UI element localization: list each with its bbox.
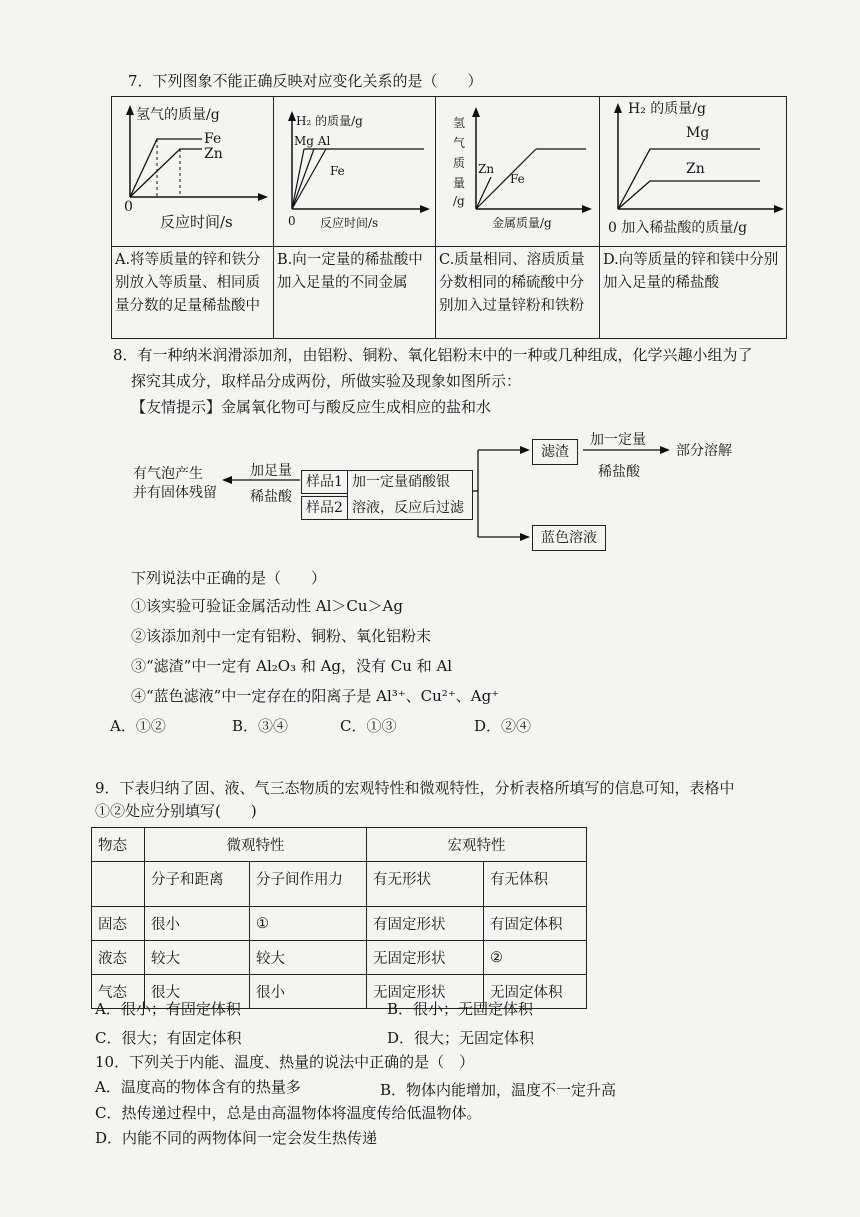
q9-cell: 较大 (145, 941, 250, 975)
flow-residue-result: 部分溶解 (676, 443, 732, 459)
graph-c-ylabel-5: /g (453, 194, 465, 208)
q9-sub-volume: 有无体积 (484, 862, 587, 907)
q9-header-state: 物态 (92, 828, 145, 862)
q8-tip: 【友情提示】金属氧化物可与酸反应生成相应的盐和水 (131, 398, 492, 416)
q8-ask: 下列说法中正确的是（ ） (131, 569, 327, 587)
q8-statement-2: ②该添加剂中一定有铝粉、铜粉、氧化铝粉末 (131, 627, 432, 645)
graph-d-xlabel: 0 加入稀盐酸的质量/g (608, 220, 748, 236)
q9-cell: ② (484, 941, 587, 975)
graph-c-ylabel-1: 氢 (453, 116, 466, 130)
q10-choice-b[interactable]: B．物体内能增加，温度不一定升高 (380, 1081, 617, 1099)
q9-sub-shape: 有无形状 (367, 862, 484, 907)
q8-choice-b[interactable]: B．③④ (232, 717, 289, 735)
q9-choice-c[interactable]: C．很大；有固定体积 (95, 1029, 242, 1047)
flow-residue-reagent-2: 稀盐酸 (598, 464, 640, 480)
q9-cell: 较大 (250, 941, 367, 975)
q7-stem: 7．下列图象不能正确反映对应变化关系的是（ ） (128, 72, 483, 90)
graph-b-ylabel: H₂ 的质量/g (296, 114, 363, 128)
q9-table (91, 827, 587, 1009)
graph-a-xlabel: 反应时间/s (160, 213, 233, 231)
graph-b-mgal: Mg Al (294, 134, 331, 148)
graph-a-ylabel: 氢气的质量/g (136, 107, 220, 123)
graph-c-ylabel-4: 量 (453, 176, 466, 190)
flow-filtrate: 蓝色溶液 (532, 525, 606, 551)
graph-c-ylabel-2: 气 (453, 136, 466, 150)
q9-cell: 无固定形状 (367, 941, 484, 975)
q8-statement-4: ④“蓝色滤液”中一定存在的阳离子是 Al³⁺、Cu²⁺、Ag⁺ (131, 687, 500, 705)
q9-sub-force: 分子间作用力 (250, 862, 367, 907)
q8-statement-1: ①该实验可验证金属活动性 Al＞Cu＞Ag (131, 597, 403, 615)
q7-option-d[interactable]: D.向等质量的锌和镁中分别加入足量的稀盐酸 (603, 252, 779, 291)
q7-option-b[interactable]: B.向一定量的稀盐酸中加入足量的不同金属 (277, 252, 423, 291)
q9-row-solid (92, 907, 587, 941)
q10-stem: 10．下列关于内能、温度、热量的说法中正确的是（ ） (95, 1053, 475, 1071)
q9-cell: 无固定形状 (367, 975, 484, 1009)
q8-choice-a[interactable]: A．①② (110, 717, 166, 735)
graph-c-fe: Fe (510, 172, 525, 186)
q9-choice-b[interactable]: B．很小；无固定体积 (387, 1000, 534, 1018)
q9-stem-line1: 9．下表归纳了固、液、气三态物质的宏观特性和微观特性，分析表格所填写的信息可知，表格中 (95, 779, 735, 797)
q9-choice-d[interactable]: D．很大；无固定体积 (387, 1029, 535, 1047)
q9-cell: 无固定体积 (484, 975, 587, 1009)
q9-cell: 很大 (145, 975, 250, 1009)
flow-mid-2: 溶液，反应后过滤 (352, 500, 464, 516)
q9-cell: 固态 (92, 907, 145, 941)
flow-residue-reagent-1: 加一定量 (590, 432, 646, 448)
graph-c-zn: Zn (478, 162, 495, 176)
q9-stem-line2: ①②处应分别填写( ) (95, 802, 257, 820)
flow-mid-box (347, 470, 473, 520)
q9-choice-a[interactable]: A．很小；有固定体积 (95, 1000, 241, 1018)
flow-sample-1: 样品1 (301, 470, 348, 494)
q9-cell: 很小 (145, 907, 250, 941)
q8-choice-d[interactable]: D．②④ (474, 717, 532, 735)
graph-b-xlabel: 反应时间/s (320, 216, 379, 230)
graph-b-fe: Fe (330, 164, 345, 178)
flow-left-result-1: 有气泡产生 (133, 466, 203, 482)
q9-cell: 有固定体积 (484, 907, 587, 941)
q9-cell: 液态 (92, 941, 145, 975)
flow-residue: 滤渣 (532, 439, 578, 465)
graph-a-origin: 0 (124, 199, 133, 215)
graph-a-fe: Fe (204, 131, 222, 147)
q9-row-liquid (92, 941, 587, 975)
q9-cell: 气态 (92, 975, 145, 1009)
q9-cell: 很小 (250, 975, 367, 1009)
graph-c-xlabel: 金属质量/g (492, 216, 552, 230)
q9-sub-distance: 分子和距离 (145, 862, 250, 907)
flow-left-reagent-1: 加足量 (250, 463, 292, 479)
q8-choice-c[interactable]: C．①③ (340, 717, 397, 735)
q7-option-a[interactable]: A.将等质量的锌和铁分别放入等质量、相同质量分数的足量稀盐酸中 (115, 252, 261, 314)
flow-mid-1: 加一定量硝酸银 (352, 474, 450, 490)
q8-statement-3: ③“滤渣”中一定有 Al₂O₃ 和 Ag，没有 Cu 和 Al (131, 657, 453, 675)
q9-cell: ① (250, 907, 367, 941)
q9-header-micro: 微观特性 (145, 828, 367, 862)
q9-header-macro: 宏观特性 (367, 828, 587, 862)
flow-left-result-2: 并有固体残留 (133, 485, 217, 501)
q8-stem-line2: 探究其成分，取样品分成两份，所做实验及现象如图所示： (131, 372, 522, 390)
graph-d-ylabel: H₂ 的质量/g (628, 101, 706, 117)
q8-stem-line1: 8．有一种纳米润滑添加剂，由铝粉、铜粉、氧化铝粉末中的一种或几种组成，化学兴趣小组为了 (113, 346, 753, 364)
q10-choice-c[interactable]: C．热传递过程中，总是由高温物体将温度传给低温物体。 (95, 1104, 482, 1122)
q10-choice-a[interactable]: A．温度高的物体含有的热量多 (95, 1078, 301, 1096)
q10-choice-d[interactable]: D．内能不同的两物体间一定会发生热传递 (95, 1129, 378, 1147)
flow-sample-2: 样品2 (301, 496, 348, 520)
graph-a-zn: Zn (204, 146, 223, 162)
graph-b-origin: 0 (288, 214, 296, 228)
graph-c-ylabel-3: 质 (453, 156, 466, 170)
q7-option-c[interactable]: C.质量相同、溶质质量分数相同的稀硫酸中分别加入过量锌粉和铁粉 (439, 252, 585, 314)
q9-cell: 有固定形状 (367, 907, 484, 941)
graph-d-zn: Zn (686, 161, 705, 177)
graph-d-mg: Mg (686, 125, 710, 141)
flow-left-reagent-2: 稀盐酸 (250, 489, 292, 505)
